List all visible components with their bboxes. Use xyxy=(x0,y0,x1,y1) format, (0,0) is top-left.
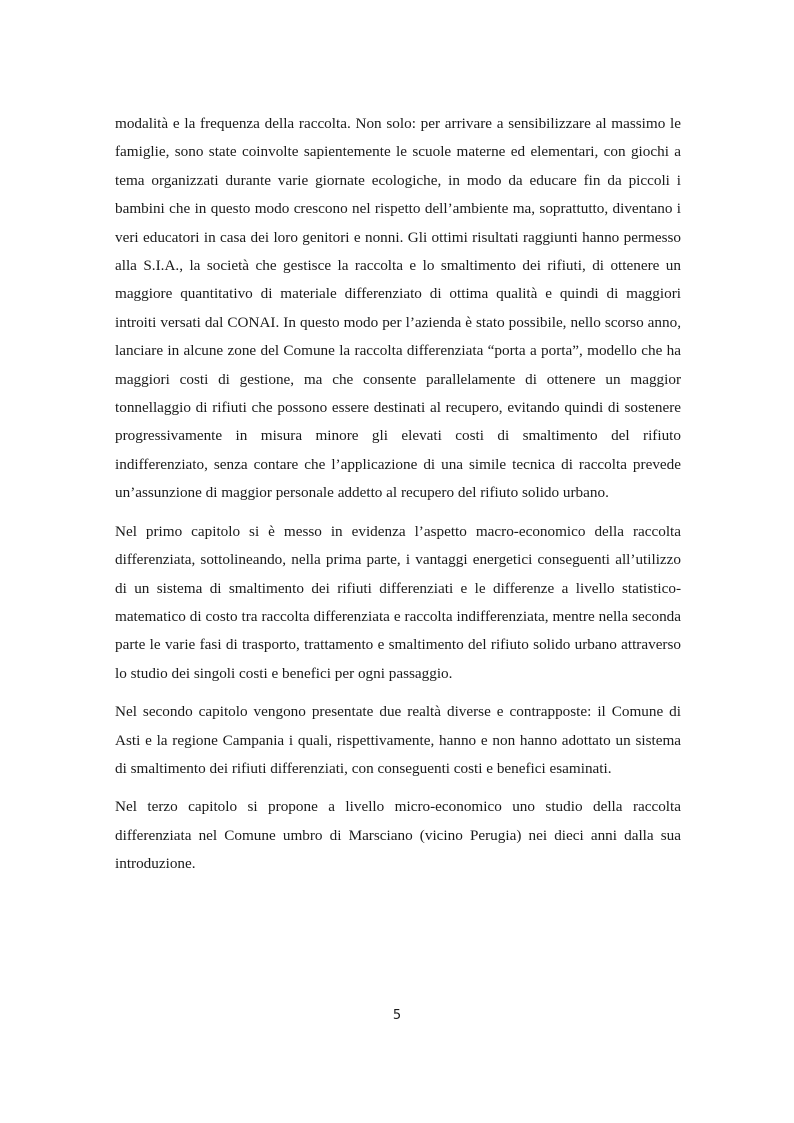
paragraph: Nel terzo capitolo si propone a livello micro-economico uno studio della raccolta differenziata nel Comune umbro di Marsciano (vicino Perugia) nei dieci anni dalla sua introduzione. xyxy=(115,798,681,873)
body-text xyxy=(115,110,681,889)
paragraph: Nel secondo capitolo vengono presentate due realtà diverse e contrapposte: il Comune di Asti e la regione Campania i quali, rispettivamente, hanno e non hanno adottato un sistema di smaltimento dei rifiuti differenziati, con conseguenti costi e benefici esaminati. xyxy=(115,703,681,777)
page-number: 5 xyxy=(392,1008,402,1023)
paragraph: Nel primo capitolo si è messo in evidenza l’aspetto macro-economico della raccolta differenziata, sottolineando, nella prima parte, i vantaggi energetici conseguenti all’utilizzo di un sistema di smaltimento dei rifiuti differenziati e le differenze a livello statistico-matematico di costo tra raccolta differenziata e raccolta indifferenziata, mentre nella seconda parte le varie fasi di trasporto, trattamento e smaltimento del rifiuto solido urbano attraverso lo studio dei singoli costi e benefici per ogni passaggio. xyxy=(115,522,681,682)
paragraph: modalità e la frequenza della raccolta. Non solo: per arrivare a sensibilizzare al massimo le famiglie, sono state coinvolte sapientemente le scuole materne ed elementari, con giochi a tema organizzati durante varie giornate ecologiche, in modo da educare fin da piccoli i bambini che in questo modo crescono nel rispetto dell’ambiente ma, soprattutto, diventano i veri educatori in casa dei loro genitori e nonni. Gli ottimi risultati raggiunti hanno permesso alla S.I.A., la società che gestisce la raccolta e lo smaltimento dei rifiuti, di ottenere un maggiore quantitativo di materiale differenziato di ottima qualità e quindi di maggiori introiti versati dal CONAI. In questo modo per l’azienda è stato possibile, nello scorso anno, lanciare in alcune zone del Comune la raccolta differenziata “porta a porta”, modello che ha maggiori costi di gestione, ma che consente parallelamente di ottenere un maggior tonnellaggio di rifiuti che possono essere destinati al recupero, evitando quindi di sostenere progressivamente in misura minore gli elevati costi di smaltimento del rifiuto indifferenziato, senza contare che l’applicazione di una simile tecnica di raccolta prevede un’assunzione di maggior personale addetto al recupero del rifiuto solido urbano. xyxy=(115,115,681,502)
